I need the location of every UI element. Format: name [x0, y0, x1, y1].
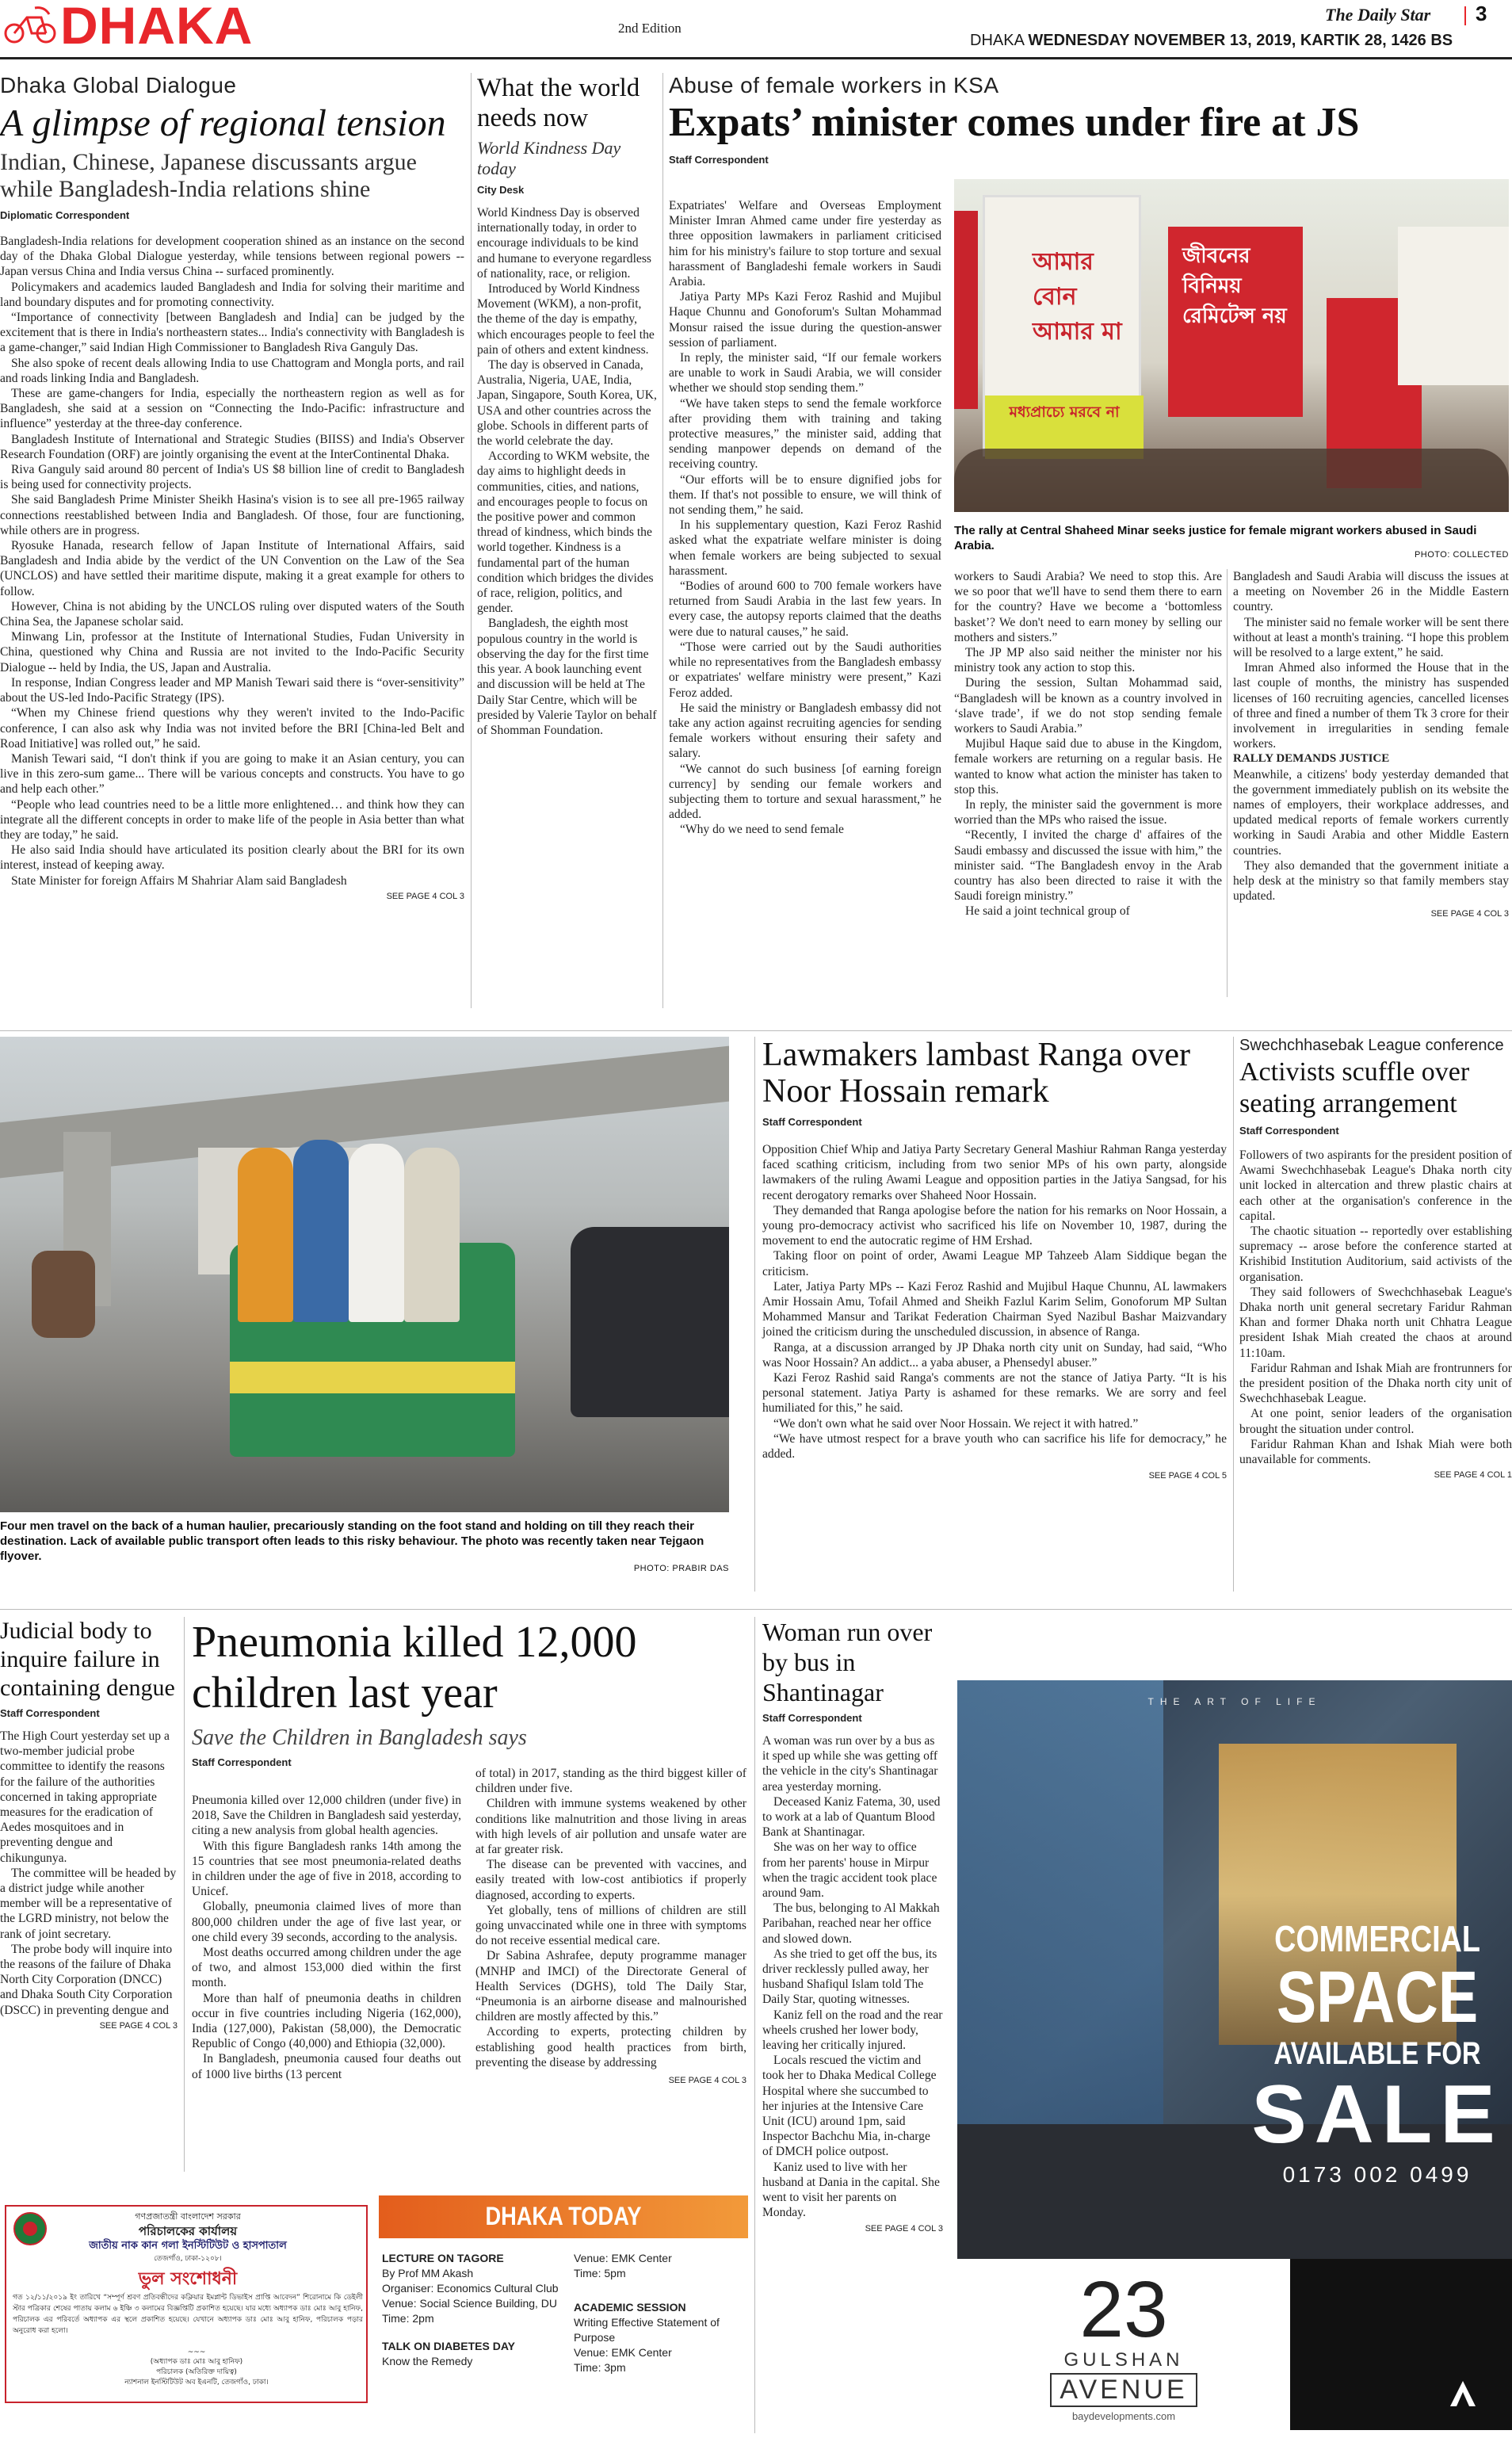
paragraph: He also said India should have articulated its position clearly about the BRI for its own interest, instead of keeping away.: [0, 843, 464, 873]
paragraph: More than half of pneumonia deaths in children occur in five countries including Nigeria (162,000), India (127,000), Pakistan (58,000), the Democratic Republic of Congo (40,000) and Ethiopia (32,000).: [192, 1991, 461, 2051]
paragraph: The chaotic situation -- reportedly over establishing supremacy -- arose before the conference started at Krishibid Institution Auditorium, said activists of the organisation.: [1239, 1225, 1512, 1284]
paragraph: “Our efforts will be to ensure dignified jobs for them. If that's not possible to ensure, we will think of not sending them,” he said.: [669, 472, 941, 518]
ad-line3: AVAILABLE FOR: [1273, 2036, 1481, 2071]
dateline-date: WEDNESDAY NOVEMBER 13, 2019, KARTIK 28, 1426 BS: [1028, 32, 1453, 49]
event-line: Writing Effective Statement of Purpose: [574, 2316, 720, 2344]
notice-sig3: ন্যাশনাল ইনস্টিটিউট অব ইএনটি, তেজগাঁও, ঢাকা।: [124, 2379, 269, 2386]
paragraph: The committee will be headed by a district judge while another member will be a representative of the LGRD ministry, not below the rank of joint secretary.: [0, 1866, 177, 1941]
event-title: TALK ON DIABETES DAY: [382, 2340, 516, 2352]
vehicle-stripe: [230, 1362, 515, 1393]
paragraph: The day is observed in Canada, Australia, Nigeria, UAE, India, Japan, Singapore, South Korea, UK, USA and other countries across the globe. Schools in different parts of the world celebrate the day.: [477, 358, 657, 449]
paragraph: Locals rescued the victim and took her to Dhaka Medical College Hospital where she succumbed to her injuries at the Intensive Care Unit (ICU) around 1pm, said Inspector Bachchu Mia, in-charge of DMCH police outpost.: [762, 2054, 937, 2159]
paragraph: She was on her way to office from her parents' house in Mirpur when the tragic accident took place around 9am.: [762, 1840, 937, 1901]
rickshaw-logo-icon: [3, 5, 59, 44]
continued-label: SEE PAGE 4 COL 3: [99, 2020, 178, 2031]
ad-line1: COMMERCIAL: [1274, 1918, 1480, 1959]
ad-website[interactable]: baydevelopments.com: [1071, 2410, 1176, 2422]
notice-line4: তেজগাঁও, ঢাকা-১২০৮।: [154, 2255, 222, 2263]
story-judicial: [0, 1617, 178, 2172]
story-headline: A glimpse of regional tension: [0, 102, 446, 144]
column-rule: [184, 1617, 185, 2172]
section-subhead: RALLY DEMANDS JUSTICE: [1233, 752, 1390, 766]
paragraph: Bangladesh Institute of International and Strategic Studies (BIISS) and India's Observer Research Foundation (ORF) are jointly organising the event at the InterContinental Dhaka.: [0, 432, 464, 461]
rickshaw: [32, 1251, 95, 1338]
story-byline: Staff Correspondent: [669, 154, 769, 166]
continued-label: SEE PAGE 4 COL 5: [1148, 1471, 1227, 1481]
story-byline: Diplomatic Correspondent: [0, 209, 130, 221]
placard: [983, 195, 1141, 457]
paragraph: However, China is not abiding by the UNCLOS ruling over disputed waters of the South China Sea, the Japanese scholar said.: [0, 599, 464, 629]
public-notice: [5, 2205, 368, 2403]
ad-brand-panel: [957, 2259, 1290, 2430]
paragraph: Faridur Rahman and Ishak Miah are frontrunners for the president position of the Dhaka north city unit of Swechchhasebak League.: [1239, 1361, 1512, 1406]
section-logo: DHAKA: [60, 0, 254, 55]
paragraph: Faridur Rahman Khan and Ishak Miah were both unavailable for comments.: [1239, 1437, 1512, 1467]
story-byline: Staff Correspondent: [1239, 1125, 1339, 1137]
story-headline: Lawmakers lambast Ranga over Noor Hossain remark: [762, 1037, 1190, 1110]
paragraph: Ryosuke Hanada, research fellow of Japan Institute of International Affairs, said Bangladesh and India abide by the verdict of the UN Convention on the Law of the Sea (UNCLOS) and have settled their maritime dispute, making it a great example for others to follow.: [0, 539, 464, 598]
paragraph: At one point, senior leaders of the organisation brought the situation under control.: [1239, 1407, 1512, 1436]
ad-tagline: THE ART OF LIFE: [1147, 1696, 1322, 1707]
story-body: [762, 1733, 943, 2221]
story-body: [762, 1142, 1227, 1462]
story-headline: Expats’ minister comes under fire at JS: [669, 100, 1360, 145]
paragraph: Dr Sabina Ashrafee, deputy programme manager (MNHP and IMCI) of the Directorate General of Health Services (DGHS), told The Daily Star, “Pneumonia is an airborne disease and malnourished children are mostly affected by this.”: [475, 1949, 746, 2024]
photo-credit: PHOTO: COLLECTED: [1414, 550, 1509, 560]
paragraph: Globally, pneumonia claimed lives of more than 800,000 children under the age of five last year, or one child every 39 seconds, according to the analysis.: [192, 1900, 461, 1944]
paragraph: They also demanded that the government initiate a help desk at the ministry so that family members stay updated.: [1233, 858, 1509, 904]
continued-label: SEE PAGE 4 COL 3: [1430, 909, 1509, 919]
story-lawmakers: [762, 1037, 1227, 1592]
column-rule: [754, 1037, 755, 1592]
story-pneumonia: [192, 1617, 746, 2172]
event-line: Venue: EMK Center: [574, 2346, 672, 2359]
story-subhead: Save the Children in Bangladesh says: [192, 1725, 527, 1750]
column-rule: [1227, 569, 1228, 997]
passenger: [349, 1144, 404, 1322]
paragraph: Kazi Feroz Rashid said Ranga's comments are not the stance of Jatiya Party. “It is his personal statement. Jatiya Party is ashamed for these remarks. We are sorry and feel humiliated for this,” he said.: [762, 1371, 1227, 1416]
paragraph: The probe body will inquire into the reasons of the failure of Dhaka North City Corporation (DNCC) and Dhaka South City Corporation (DSCC) in preventing dengue and: [0, 1942, 173, 2017]
notice-sig2: পরিচালক (অতিরিক্ত দায়িত্ব): [156, 2368, 237, 2376]
story-kicker: Swechchhasebak League conference: [1239, 1037, 1504, 1054]
notice-sig1: (অধ্যাপক ডাঃ মোঃ আবু হানিফ): [150, 2358, 243, 2366]
event-line: By Prof MM Akash: [382, 2267, 474, 2279]
paragraph: of total) in 2017, standing as the third biggest killer of children under five.: [475, 1767, 746, 1796]
story-dialogue: [0, 73, 464, 1008]
notice-body: গত ১২/১১/২০১৯ ইং তারিখে “সম্পূর্ণ শ্রবণ প্রতিবন্ধীদের কক্লিয়ার ইমপ্লান্ট ডিভাইস প্রাপ্তি আবেদন” শিরোনামে কি ডেইলী স্টার পত্রিকার শেষের পাতায় কলাম ৬ ইঞ্চি ৩ কলামের বিজ্ঞপ্তিটি প্রকাশিত হয়েছে। যার মধ্যে অধ্যাপক ডাঃ মোঃ আবু হানিফ, পরিচালক এর পরিবর্তে অধ্যাপক এর স্থলে প্রকাশিত হয়েছে। যেখানে অধ্যাপক ডাঃ মোঃ আবু হানিফ, পরিচালক পড়ার অনুরোধ করা হলো।: [13, 2294, 363, 2335]
ad-gulshan-avenue[interactable]: [957, 1680, 1512, 2430]
paragraph: They said followers of Swechchhasebak League's Dhaka north unit general secretary Faridur Rahman Khan and former Dhaka north unit Chhatra League president Ishak Miah created the chaos at around 11:10am.: [1239, 1285, 1512, 1360]
paragraph: In reply, the minister said, “If our female workers are unable to work in Saudi Arabia, we will consider whether we should stop sending them.”: [669, 351, 941, 396]
paragraph: “We have taken steps to send the female workforce after providing them with training and taking protective measures,” the minister said, adding that sending manpower depends on demand of the receiving country.: [669, 396, 941, 472]
story-byline: Staff Correspondent: [0, 1707, 100, 1719]
row-rule: [0, 1030, 1512, 1031]
story-body-col3: [1233, 569, 1509, 923]
story-headline: Judicial body to inquire failure in containing dengue: [0, 1618, 175, 1701]
story-byline: City Desk: [477, 184, 525, 196]
ad-phone[interactable]: 0173 002 0499: [1282, 2162, 1472, 2187]
paragraph: Riva Ganguly said around 80 percent of India's US $8 billion line of credit to Bangladesh is being used for connectivity projects.: [0, 463, 464, 492]
paragraph: Jatiya Party MPs Kazi Feroz Rashid and Mujibul Haque Chunnu and Gonoforum's Sultan Mohammad Monsur raised the issue during the question-answer session of parliament.: [669, 290, 941, 350]
paragraph: “Those were carried out by the Saudi authorities while no representatives from the Bangladesh embassy or expatriates' welfare ministry were present,” Kazi Feroz added.: [669, 640, 941, 700]
dateline: [970, 32, 1453, 50]
paragraph: “Bodies of around 600 to 700 female workers have returned from Saudi Arabia in the last few years. In every case, the autopsy reports claimed that the deaths were due to natural causes,” he said.: [669, 579, 941, 639]
paragraph: Manish Tewari said, “I don't think if you are going to make it an Asian century, you can live in this zero-sum game... There will be various concepts and constructs. You have to go and help each other.”: [0, 751, 464, 797]
paragraph: Ranga, at a discussion arranged by JP Dhaka north city unit on Sunday, had said, “Who was Noor Hossain? An addict... a yaba abuser, a Phensedyl abuser.”: [762, 1340, 1227, 1370]
paragraph: The minister said no female worker will be sent there without at least a month's training. “I hope this problem will be resolved to a large extent,” he said.: [1233, 615, 1509, 660]
ad-brand1: GULSHAN: [1063, 2349, 1184, 2371]
paragraph: He said a joint technical group of: [965, 904, 1130, 919]
notice-signature: [101, 2348, 292, 2388]
continued-label: SEE PAGE 4 COL 3: [668, 2076, 746, 2086]
story-body-col1: [669, 198, 941, 838]
paragraph: In response, Indian Congress leader and MP Manish Tewari said there is “over-sensitivity” about the US-led Indo-Pacific Strategy (IPS).: [0, 675, 464, 705]
rally-photo: [954, 179, 1509, 512]
notice-line1: গণপ্রজাতন্ত্রী বাংলাদেশ সরকার: [135, 2211, 241, 2222]
story-body-col2: [954, 569, 1222, 919]
event-line: Venue: Social Science Building, DU: [382, 2297, 558, 2310]
paragraph: With this figure Bangladesh ranks 14th among the 15 countries that see most pneumonia-related deaths in children under the age of five in 2018, according to Unicef.: [192, 1839, 461, 1899]
paragraph: Bangladesh-India relations for development cooperation shined as an instance on the second day of the Dhaka Global Dialogue yesterday, while tensions between regional powers -- Japan versus China and India versus China -- surfaced prominently.: [0, 235, 464, 279]
paragraph: Bangladesh, the eighth most populous country in the world is observing the day for the first time this year. A book launching event and discussion will be held at The Daily Star Centre, which will be presided by Valerie Taylor on behalf of Shomman Foundation.: [477, 617, 657, 737]
notice-line3: জাতীয় নাক কান গলা ইনস্টিটিউট ও হাসপাতাল: [89, 2240, 287, 2252]
paragraph: Later, Jatiya Party MPs -- Kazi Feroz Rashid and Mujibul Haque Chunnu, AL lawmakers Amir Hossain Amu, Tofail Ahmed and Sheikh Fazlul Karim Selim, Gonoforum MP Sultan Mohammed Mansur and Tarikat Federation Chairman Syed Nazibul Bashar Maizvandary joined the criticism during the unscheduled discussion, in absence of Ranga.: [762, 1279, 1227, 1339]
row-rule: [0, 1609, 1512, 1610]
masthead-rule: [0, 57, 1512, 59]
paragraph: As she tried to get off the bus, its driver recklessly pulled away, her husband Shafiqul Islam told The Daily Star, quoting witnesses.: [762, 1947, 937, 2007]
story-body: [0, 1729, 178, 2018]
bay-logo-icon: [1447, 2378, 1479, 2409]
continued-label: SEE PAGE 4 COL 3: [386, 891, 464, 901]
dhaka-today-title: DHAKA TODAY: [485, 2202, 642, 2230]
column-rule: [662, 73, 663, 1008]
paragraph: A woman was run over by a bus as it sped up while she was getting off the vehicle in the city's Shantinagar area yesterday morning.: [762, 1734, 938, 1794]
paragraph: workers to Saudi Arabia? We need to stop this. Are we so poor that we'll have to send them there to earn for the country? Have we become a ‘bottomless basket’? We don't need to earn money by selling our mothers and sisters.”: [954, 570, 1222, 644]
event-column-right: [574, 2251, 748, 2375]
paragraph: Expatriates' Welfare and Overseas Employment Minister Imran Ahmed came under fire yesterday as three opposition lawmakers in parliament criticised him for his ministry's failure to stop torture and sexual harassment of Bangladeshi female workers in Saudi Arabia.: [669, 199, 941, 289]
notice-line2: পরিচালকের কার্যালয়: [138, 2224, 238, 2238]
story-expats: [669, 73, 1512, 1008]
paragraph: The disease can be prevented with vaccines, and easily treated with low-cost antibiotics if properly diagnosed, according to experts.: [475, 1858, 746, 1902]
story-byline: Staff Correspondent: [192, 1756, 292, 1768]
paragraph: “When my Chinese friend questions why they weren't invited to the Indo-Pacific conference, I can also ask why India was not invited before the BRI [China-led Belt and Road Initiative] was rolled out,” he said.: [0, 706, 464, 751]
story-kindness: [477, 73, 658, 1008]
paragraph: Introduced by World Kindness Movement (WKM), a non-profit, the theme of the day is empathy, which encourages people to feel the pain of others and extent kindness.: [477, 282, 655, 357]
paragraph: “We have utmost respect for a brave youth who can sacrifice his life for democracy,” he added.: [762, 1431, 1227, 1462]
placard-text: মধ্যপ্রাচ্যে মরবে না: [1009, 403, 1120, 421]
placard: [954, 211, 978, 409]
column-rule: [754, 1617, 755, 2433]
page-number: 3: [1476, 2, 1487, 25]
photo-credit: PHOTO: PRABIR DAS: [633, 1564, 729, 1573]
paragraph: These are game-changers for India, especially the northeastern region as well as for Bangladesh, she said at a session on “Connecting the Indo-Pacific: infrastructure and influence” yesterday at the three-day conference.: [0, 387, 464, 431]
continued-label: SEE PAGE 4 COL 3: [865, 2223, 943, 2234]
photo-caption: Four men travel on the back of a human haulier, precariously standing on the foot stand and holding on till they reach their destination. Lack of available public transport often leads to this risky behaviour. The photo was recently taken near Tejgaon flyover.: [0, 1519, 704, 1563]
ad-number: 23: [1079, 2265, 1168, 2354]
haulier-photo: [0, 1037, 729, 1512]
story-body-col1: [192, 1793, 461, 2082]
passenger: [404, 1148, 460, 1322]
paragraph: Minwang Lin, professor at the Institute of International Studies, Fudan University in China, questioned why China and Russia are not invited to the Indo-Pacific Security Dialogue -- held by India, the US, Japan and Australia.: [0, 630, 464, 674]
continued-label: SEE PAGE 4 COL 1: [1434, 1470, 1512, 1481]
paragraph: Mujibul Haque said due to abuse in the Kingdom, female workers are returning on a regular basis. He wanted to know what action the minister has taken to stop this.: [954, 737, 1222, 797]
paragraph: Opposition Chief Whip and Jatiya Party Secretary General Mashiur Rahman Ranga yesterday faced scathing criticism, including from two senior MPs of his own party, alongside lawmakers of the ruling Awami League and opposition parties in the Jatiya Sangsad, for his recent derogatory remarks over Shaheed Noor Hossain.: [762, 1143, 1227, 1202]
ad-line4: SALE: [1251, 2069, 1503, 2161]
paragraph: Imran Ahmed also informed the House that in the last couple of months, the ministry has suspended licenses of 160 recruiting agencies, cancelled licenses of three and fined a number of them Tk 3 crore for their involvement in irregularities in sending female workers.: [1233, 661, 1509, 751]
story-activists: [1239, 1037, 1512, 1592]
paragraph: “People who lead countries need to be a little more enlightened… and think how they can integrate all the different concepts in order to make life of the people in Asia better than what they are today,” he said.: [0, 797, 464, 842]
paragraph: He said the ministry or Bangladesh embassy did not take any action against recruiting agencies for sending female workers without ensuring their safety and salary.: [669, 701, 941, 761]
paragraph: Kaniz fell on the road and the rear wheels crushed her lower body, leaving her critically injured.: [762, 2008, 943, 2053]
story-headline: Pneumonia killed 12,000 children last year: [192, 1618, 637, 1718]
paragraph: “Importance of connectivity [between Bangladesh and India] can be judged by the excitement that is there in India's northeastern states... India's connectivity with Bangladesh is a game-changer,” said Indian High Commissioner to Bangladesh Riva Ganguly Das.: [0, 311, 464, 355]
event-line: Venue: EMK Center: [574, 2252, 672, 2264]
story-kicker: Dhaka Global Dialogue: [0, 73, 237, 97]
placard: [1168, 227, 1303, 417]
ad-brand-strip: [1290, 2259, 1512, 2430]
event-line: Time: 5pm: [574, 2267, 626, 2279]
placard: [1398, 227, 1509, 385]
paragraph: They demanded that Ranga apologise before the nation for his remarks on Noor Hossain, a young pro-democracy activist who sacrificed his life on November 10, 1987, during the movement to end the autocratic regime of HM Ershad.: [762, 1203, 1227, 1248]
paragraph: In Bangladesh, pneumonia caused four deaths out of 1000 live births (13 percent: [192, 2052, 461, 2081]
paragraph: “Recently, I invited the charge d' affaires of the Saudi embassy and discussed the issue with him,” the minister said. “The Bangladesh envoy in the Arab country has also been directed to raise it with the Saudi foreign ministry.”: [954, 828, 1222, 904]
paragraph: Taking floor on point of order, Awami League MP Tahzeeb Alam Siddique began the criticism.: [762, 1249, 1227, 1278]
paragraph: She also spoke of recent deals allowing India to use Chattogram and Mongla ports, and rail and roads linking India and Bangladesh.: [0, 356, 464, 385]
paragraph: In his supplementary question, Kazi Feroz Rashid asked what the expatriate welfare minister is doing when female workers are being subjected to sexual harassment.: [669, 518, 941, 578]
paragraph: State Minister for foreign Affairs M Shahriar Alam said Bangladesh: [11, 873, 347, 888]
column-rule: [471, 73, 472, 1008]
passenger: [293, 1140, 349, 1322]
placard-text: জীবনের বিনিময় রেমিটেন্স নয়: [1182, 244, 1287, 328]
ad-headline-block: [1243, 1918, 1512, 2188]
story-subhead: World Kindness Day today: [477, 138, 621, 178]
event-line: Time: 3pm: [574, 2361, 626, 2374]
paragraph: Bangladesh and Saudi Arabia will discuss the issues at a meeting on November 26 in the Middle Eastern country.: [1233, 570, 1509, 614]
ad-brand2: AVENUE: [1050, 2373, 1197, 2407]
event-column-left: [382, 2251, 564, 2369]
story-woman: [762, 1617, 943, 2438]
paragraph: The JP MP also said neither the minister nor his ministry took any action to stop this.: [954, 646, 1222, 675]
edition-label: 2nd Edition: [618, 21, 682, 36]
paragraph: “We cannot do such business [of earning foreign currency] by sending our female workers and subjecting them to torture and sexual harassment,” he added.: [669, 762, 941, 822]
signature-scribble: ~~~: [187, 2348, 206, 2356]
paragraph: Most deaths occurred among children under the age of two, and almost 153,000 died within the first month.: [192, 1946, 461, 1990]
story-byline: Staff Correspondent: [762, 1712, 862, 1724]
paragraph: Meanwhile, a citizens' body yesterday demanded that the government immediately publish on its website the names of employers, their workplace addresses, and updated medical reports of female workers currently working in Saudi Arabia and other Middle Eastern countries.: [1233, 767, 1509, 858]
paragraph: According to WKM website, the day aims to highlight deeds in communities, cities, and nations, and encourages people to focus on the positive power and common thread of kindness, which binds the world together. Kindness is a fundamental part of the human condition which bridges the divides of race, religion, politics, and gender.: [477, 449, 654, 616]
paragraph: She said Bangladesh Prime Minister Sheikh Hasina's vision is to see all pre-1965 railway connections reestablished between India and Bangladesh. Of those, four are functioning, while others are in progress.: [0, 493, 464, 537]
paragraph: “Why do we need to send female: [680, 823, 844, 837]
paragraph: “We don't own what he said over Noor Hossain. We reject it with hatred.”: [773, 1416, 1139, 1431]
story-kicker: Abuse of female workers in KSA: [669, 73, 999, 97]
event-title: ACADEMIC SESSION: [574, 2301, 686, 2314]
story-body: [0, 234, 464, 888]
crowd: [954, 449, 1509, 512]
dateline-city: DHAKA: [970, 32, 1024, 49]
story-body: [1239, 1148, 1512, 1467]
paragraph: The bus, belonging to Al Makkah Paribahan, reached near her office and slowed down.: [762, 1901, 940, 1946]
story-headline: What the world needs now: [477, 74, 640, 132]
event-line: Know the Remedy: [382, 2355, 473, 2367]
column-rule: [1233, 1037, 1234, 1592]
paragraph: World Kindness Day is observed internationally today, in order to encourage individuals to be kind and humane to everyone regardless of nationality, race, or religion.: [477, 206, 651, 281]
notice-title: ভুল সংশোধনী: [138, 2269, 238, 2289]
paragraph: In reply, the minister said the government is more worried than the MPs who raised the issue.: [954, 798, 1222, 827]
story-body-col2: [475, 1766, 746, 2088]
ad-line2: SPACE: [1276, 1957, 1479, 2038]
paragraph: According to experts, protecting children by establishing good health practices from birth, preventing the disease by addressing: [475, 2025, 746, 2069]
dhaka-today: [379, 2195, 748, 2433]
page-number-divider: [1464, 6, 1466, 25]
photo-caption: The rally at Central Shaheed Minar seeks justice for female migrant workers abused in Saudi Arabia.: [954, 524, 1477, 552]
paragraph: Policymakers and academics lauded Bangladesh and India for solving their maritime and land boundary disputes and for promoting connectivity.: [0, 280, 464, 309]
masthead: [0, 0, 1512, 57]
event-line: Organiser: Economics Cultural Club: [382, 2282, 559, 2295]
story-headline: Woman run over by bus in Shantinagar: [762, 1618, 933, 1706]
paragraph: During the session, Sultan Mohammad said, “Bangladesh will be known as a country involved in ‘slave trade’, if we do not stop sending female workers to Saudi Arabia.”: [954, 676, 1222, 736]
paper-name: The Daily Star: [1325, 5, 1431, 25]
paragraph: Pneumonia killed over 12,000 children (under five) in 2018, Save the Children in Bangladesh said yesterday, citing a new analysis from global health agencies.: [192, 1794, 461, 1838]
passenger: [238, 1148, 293, 1322]
paragraph: Kaniz used to live with her husband at Dania in the capital. She went to visit her parents on Monday.: [762, 2160, 940, 2220]
story-subhead: Indian, Chinese, Japanese discussants argue while Bangladesh-India relations shine: [0, 149, 417, 202]
event-title: LECTURE ON TAGORE: [382, 2252, 504, 2264]
paragraph: Yet globally, tens of millions of children are still going unvaccinated while one in three with symptoms do not receive essential medical care.: [475, 1903, 746, 1948]
story-headline: Activists scuffle over seating arrangement: [1239, 1057, 1470, 1118]
paragraph: The High Court yesterday set up a two-member judicial probe committee to identify the reasons for the failure of the authorities concerned in taking appropriate measures for the eradication of Aedes mosquitoes and in preventing dengue and chikungunya.: [0, 1729, 170, 1865]
story-body: [477, 205, 658, 738]
paragraph: Children with immune systems weakened by other conditions like malnutrition and those living in areas with high levels of air pollution and unsafe water are at far greater risk.: [475, 1797, 746, 1857]
car: [571, 1227, 729, 1417]
event-line: Time: 2pm: [382, 2312, 434, 2325]
story-byline: Staff Correspondent: [762, 1116, 862, 1128]
paragraph: Followers of two aspirants for the president position of Awami Swechchhasebak League's Dhaka north city unit locked in altercation and threw plastic chairs at each other at the organisation's conference in the capital.: [1239, 1148, 1512, 1223]
placard-text: আমার বোন আমার মা: [1033, 248, 1122, 346]
paragraph: Deceased Kaniz Fatema, 30, used to work at a lab of Quantum Blood Bank at Shantinagar.: [762, 1794, 941, 1840]
